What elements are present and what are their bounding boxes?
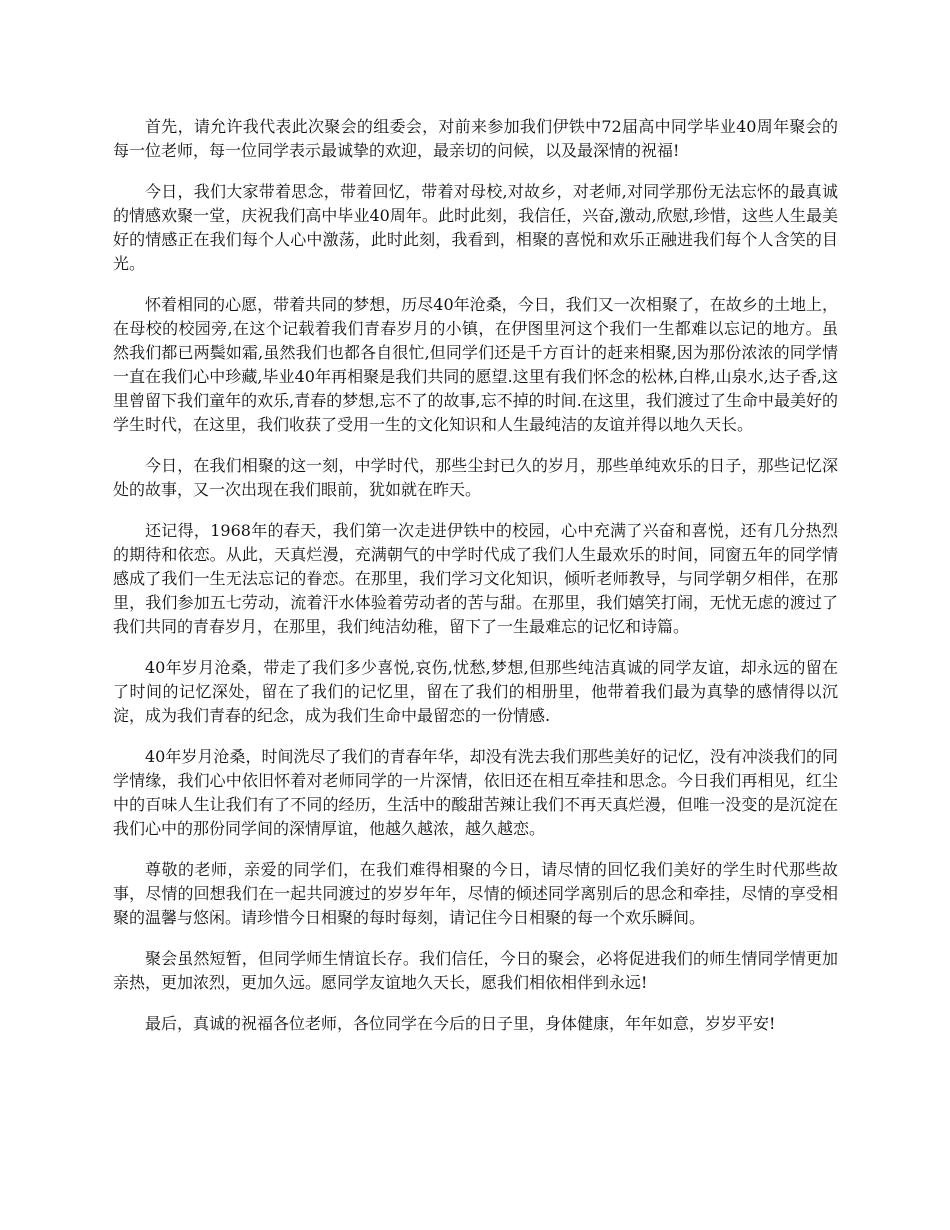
paragraph-40-years-feelings: 40年岁月沧桑，时间洗尽了我们的青春年华，却没有洗去我们那些美好的记忆，没有冲淡我们的同学情缘，我们心中依旧怀着对老师同学的一片深情，依旧还在相互牵挂和思念。今日我们再相见，红尘中的百味人生让我们有了不同的经历，生活中的酸甜苦辣让我们不再天真烂漫，但唯一没变的是沉淀在我们心中的那份同学间的深情厚谊，他越久越浓，越久越恋。 — [113, 747, 838, 838]
paragraph-hometown: 怀着相同的心愿，带着共同的梦想，历尽40年沧桑，今日，我们又一次相聚了，在故乡的土地上，在母校的校园旁,在这个记载着我们青春岁月的小镇，在伊图里河这个我们一生都难以忘记的地方。虽然我们都已两鬓如霜,虽然我们也都各自很忙,但同学们还是千方百计的赶来相聚,因为那份浓浓的同学情一直在我们心中珍藏,毕业40年再相聚是我们共同的愿望.这里有我们怀念的松林,白桦,山泉水,达子香,这里曾留下我们童年的欢乐,青春的梦想,忘不了的故事,忘不掉的时间.在这里，我们渡过了生命中最美好的学生时代，在这里，我们收获了受用一生的文化知识和人生最纯洁的友谊并得以地久天长。 — [113, 295, 838, 434]
paragraph-40-years-friendship: 40年岁月沧桑，带走了我们多少喜悦,哀伤,忧愁,梦想,但那些纯洁真诚的同学友谊，却永远的留在了时间的记忆深处，留在了我们的记忆里，留在了我们的相册里，他带着我们最为真挚的感情得以沉淀，成为我们青春的纪念，成为我们生命中最留恋的一份情感. — [113, 658, 838, 725]
paragraph-final-blessing: 最后，真诚的祝福各位老师，各位同学在今后的日子里，身体健康，年年如意，岁岁平安! — [145, 1014, 776, 1033]
paragraph-memories: 今日，在我们相聚的这一刻，中学时代，那些尘封已久的岁月，那些单纯欢乐的日子，那些记忆深处的故事，又一次出现在我们眼前，犹如就在昨天。 — [113, 456, 838, 499]
paragraph-gathering: 今日，我们大家带着思念，带着回忆，带着对母校,对故乡，对老师,对同学那份无法忘怀的最真诚的情感欢聚一堂，庆祝我们高中毕业40周年。此时此刻，我信任，兴奋,激动,欣慰,珍惜，这些人生最美好的情感正在我们每个人心中激荡，此时此刻，我看到，相聚的喜悦和欢乐正融进我们每个人含笑的目光。 — [113, 182, 838, 273]
paragraph-1968: 还记得，1968年的春天，我们第一次走进伊铁中的校园，心中充满了兴奋和喜悦，还有几分热烈的期待和依恋。从此，天真烂漫，充满朝气的中学时代成了我们人生最欢乐的时间，同窗五年的同学情感成了我们一生无法忘记的眷恋。在那里，我们学习文化知识，倾听老师教导，与同学朝夕相伴，在那里，我们参加五七劳动，流着汗水体验着劳动者的苦与甜。在那里，我们嬉笑打闹，无忧无虑的渡过了我们共同的青春岁月，在那里，我们纯洁幼稚，留下了一生最难忘的记忆和诗篇。 — [113, 521, 838, 636]
paragraph-welcome: 首先，请允许我代表此次聚会的组委会，对前来参加我们伊铁中72届高中同学毕业40周年聚会的每一位老师，每一位同学表示最诚挚的欢迎，最亲切的问候，以及最深情的祝福! — [113, 117, 838, 160]
paragraph-teachers-classmates: 尊敬的老师，亲爱的同学们，在我们难得相聚的今日，请尽情的回忆我们美好的学生时代那些故事，尽情的回想我们在一起共同渡过的岁岁年年，尽情的倾述同学离别后的思念和牵挂，尽情的享受相聚的温馨与悠闲。请珍惜今日相聚的每时每刻，请记住今日相聚的每一个欢乐瞬间。 — [113, 860, 838, 927]
paragraph-friendship-lasts: 聚会虽然短暂，但同学师生情谊长存。我们信任，今日的聚会，必将促进我们的师生情同学情更加亲热，更加浓烈，更加久远。愿同学友谊地久天长，愿我们相依相伴到永远! — [113, 949, 838, 992]
document-body — [113, 115, 838, 1053]
